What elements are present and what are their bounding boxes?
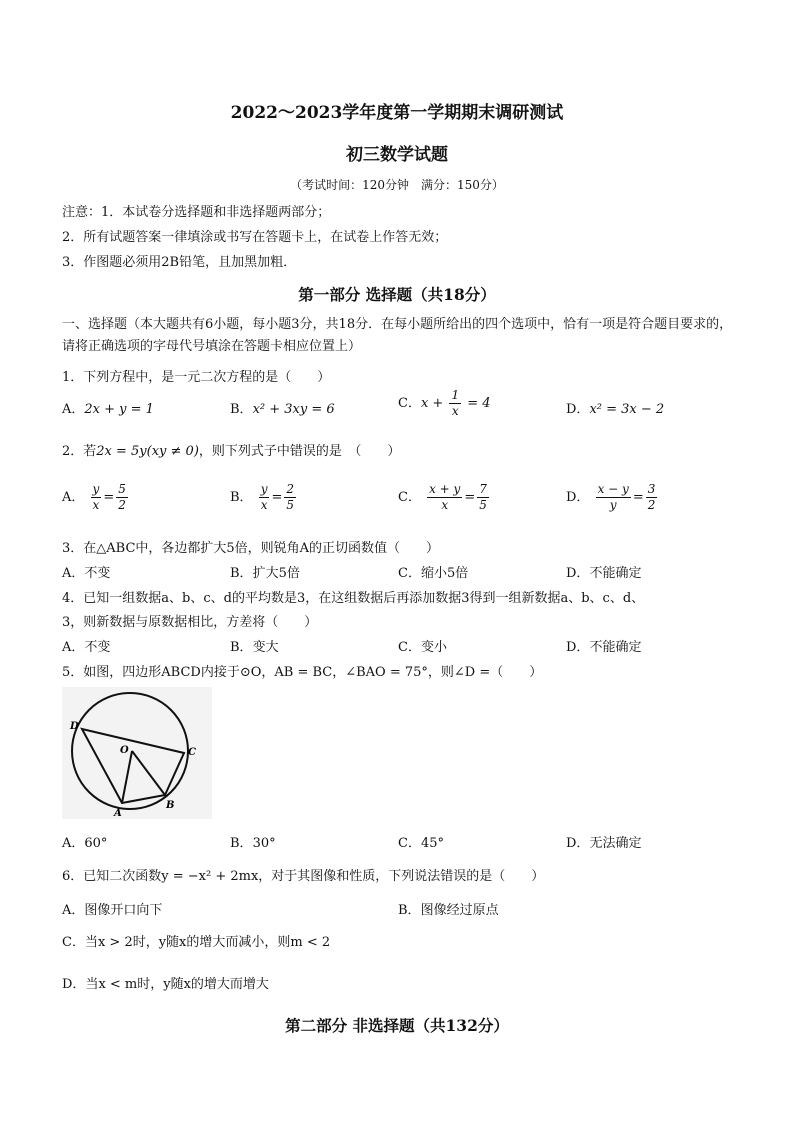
- q3-stem: 3．在△ABC中，各边都扩大5倍，则锐角A的正切函数值（ ）: [62, 541, 440, 556]
- q4-option-c: C．变小: [398, 640, 447, 655]
- q5-option-d: D．无法确定: [566, 836, 642, 851]
- label-b: B: [166, 800, 175, 811]
- part1-title: 第一部分 选择题（共18分）: [298, 285, 496, 304]
- q1-option-b: B．x² + 3xy = 6: [230, 402, 335, 417]
- note-3: 3．作图题必须用2B铅笔，且加黑加粗．: [62, 255, 297, 270]
- q4-stem-line1: 4．已知一组数据a、b、c、d的平均数是3，在这组数据后再添加数据3得到一组新数据a、b、c、d、: [62, 591, 645, 606]
- q6-option-b: B．图像经过原点: [398, 903, 499, 918]
- q2-option-c: C． $\frac{x + y}{x}$ = $\frac{7}{5}$: [398, 482, 487, 512]
- q5-figure-svg: [62, 687, 212, 819]
- q5-stem: 5．如图，四边形ABCD内接于⊙O，AB = BC，∠BAO = 75°，则∠D =（ ）: [62, 665, 543, 680]
- q6-option-a: A．图像开口向下: [62, 903, 163, 918]
- q6-stem: 6．已知二次函数y = −x² + 2mx，对于其图像和性质，下列说法错误的是（ ）: [62, 869, 545, 884]
- q3-option-a: A．不变: [62, 566, 111, 581]
- label-a: A: [114, 808, 122, 819]
- q4-stem-line2: 3，则新数据与原数据相比，方差将（ ）: [62, 615, 318, 630]
- q1-stem: 1．下列方程中，是一元二次方程的是（ ）: [62, 370, 331, 385]
- q4-option-d: D．不能确定: [566, 640, 642, 655]
- q4-option-a: A．不变: [62, 640, 111, 655]
- q2-stem: 2．若2x = 5y(xy ≠ 0)，则下列式子中错误的是 （ ）: [62, 444, 401, 459]
- q3-option-c: C．缩小5倍: [398, 566, 469, 581]
- q2-option-b: B． $\frac{y}{x}$ = $\frac{2}{5}$: [230, 482, 295, 512]
- exam-subtitle: 初三数学试题: [346, 145, 448, 165]
- exam-info: （考试时间：120分钟 满分：150分）: [290, 178, 504, 192]
- q5-option-b: B．30°: [230, 836, 276, 851]
- q3-option-d: D．不能确定: [566, 566, 642, 581]
- part1-instructions: 一、选择题（本大题共有6小题，每小题3分，共18分．在每小题所给出的四个选项中，恰有一项是符合题目要求的，请将正确选项的字母代号填涂在答题卡相应位置上）: [62, 317, 733, 354]
- q1-option-d: D．x² = 3x − 2: [566, 402, 665, 417]
- q1-option-a: A．2x + y = 1: [62, 402, 154, 417]
- q5-option-c: C．45°: [398, 836, 444, 851]
- q1-option-c: C．x + $\frac{1}{x}$ = 4: [398, 388, 491, 418]
- q6-option-d: D．当x < m时，y随x的增大而增大: [62, 977, 269, 992]
- note-1: 注意：1．本试卷分选择题和非选择题两部分；: [62, 205, 331, 220]
- q5-option-a: A．60°: [62, 836, 108, 851]
- q2-option-a: A． $\frac{y}{x}$ = $\frac{5}{2}$: [62, 482, 126, 512]
- q3-option-b: B．扩大5倍: [230, 566, 300, 581]
- exam-title: 2022～2023学年度第一学期期末调研测试: [230, 103, 564, 123]
- part2-title: 第二部分 非选择题（共132分）: [285, 1016, 509, 1035]
- q5-circle-figure: [62, 687, 212, 819]
- label-c: C: [188, 747, 196, 758]
- label-o: O: [120, 745, 129, 756]
- note-2: 2．所有试题答案一律填涂或书写在答题卡上，在试卷上作答无效；: [62, 230, 448, 245]
- q2-option-d: D． $\frac{x - y}{y}$ = $\frac{3}{2}$: [566, 482, 656, 512]
- q4-option-b: B．变大: [230, 640, 279, 655]
- q6-option-c: C．当x > 2时，y随x的增大而减小，则m < 2: [62, 935, 331, 950]
- label-d: D: [70, 721, 79, 732]
